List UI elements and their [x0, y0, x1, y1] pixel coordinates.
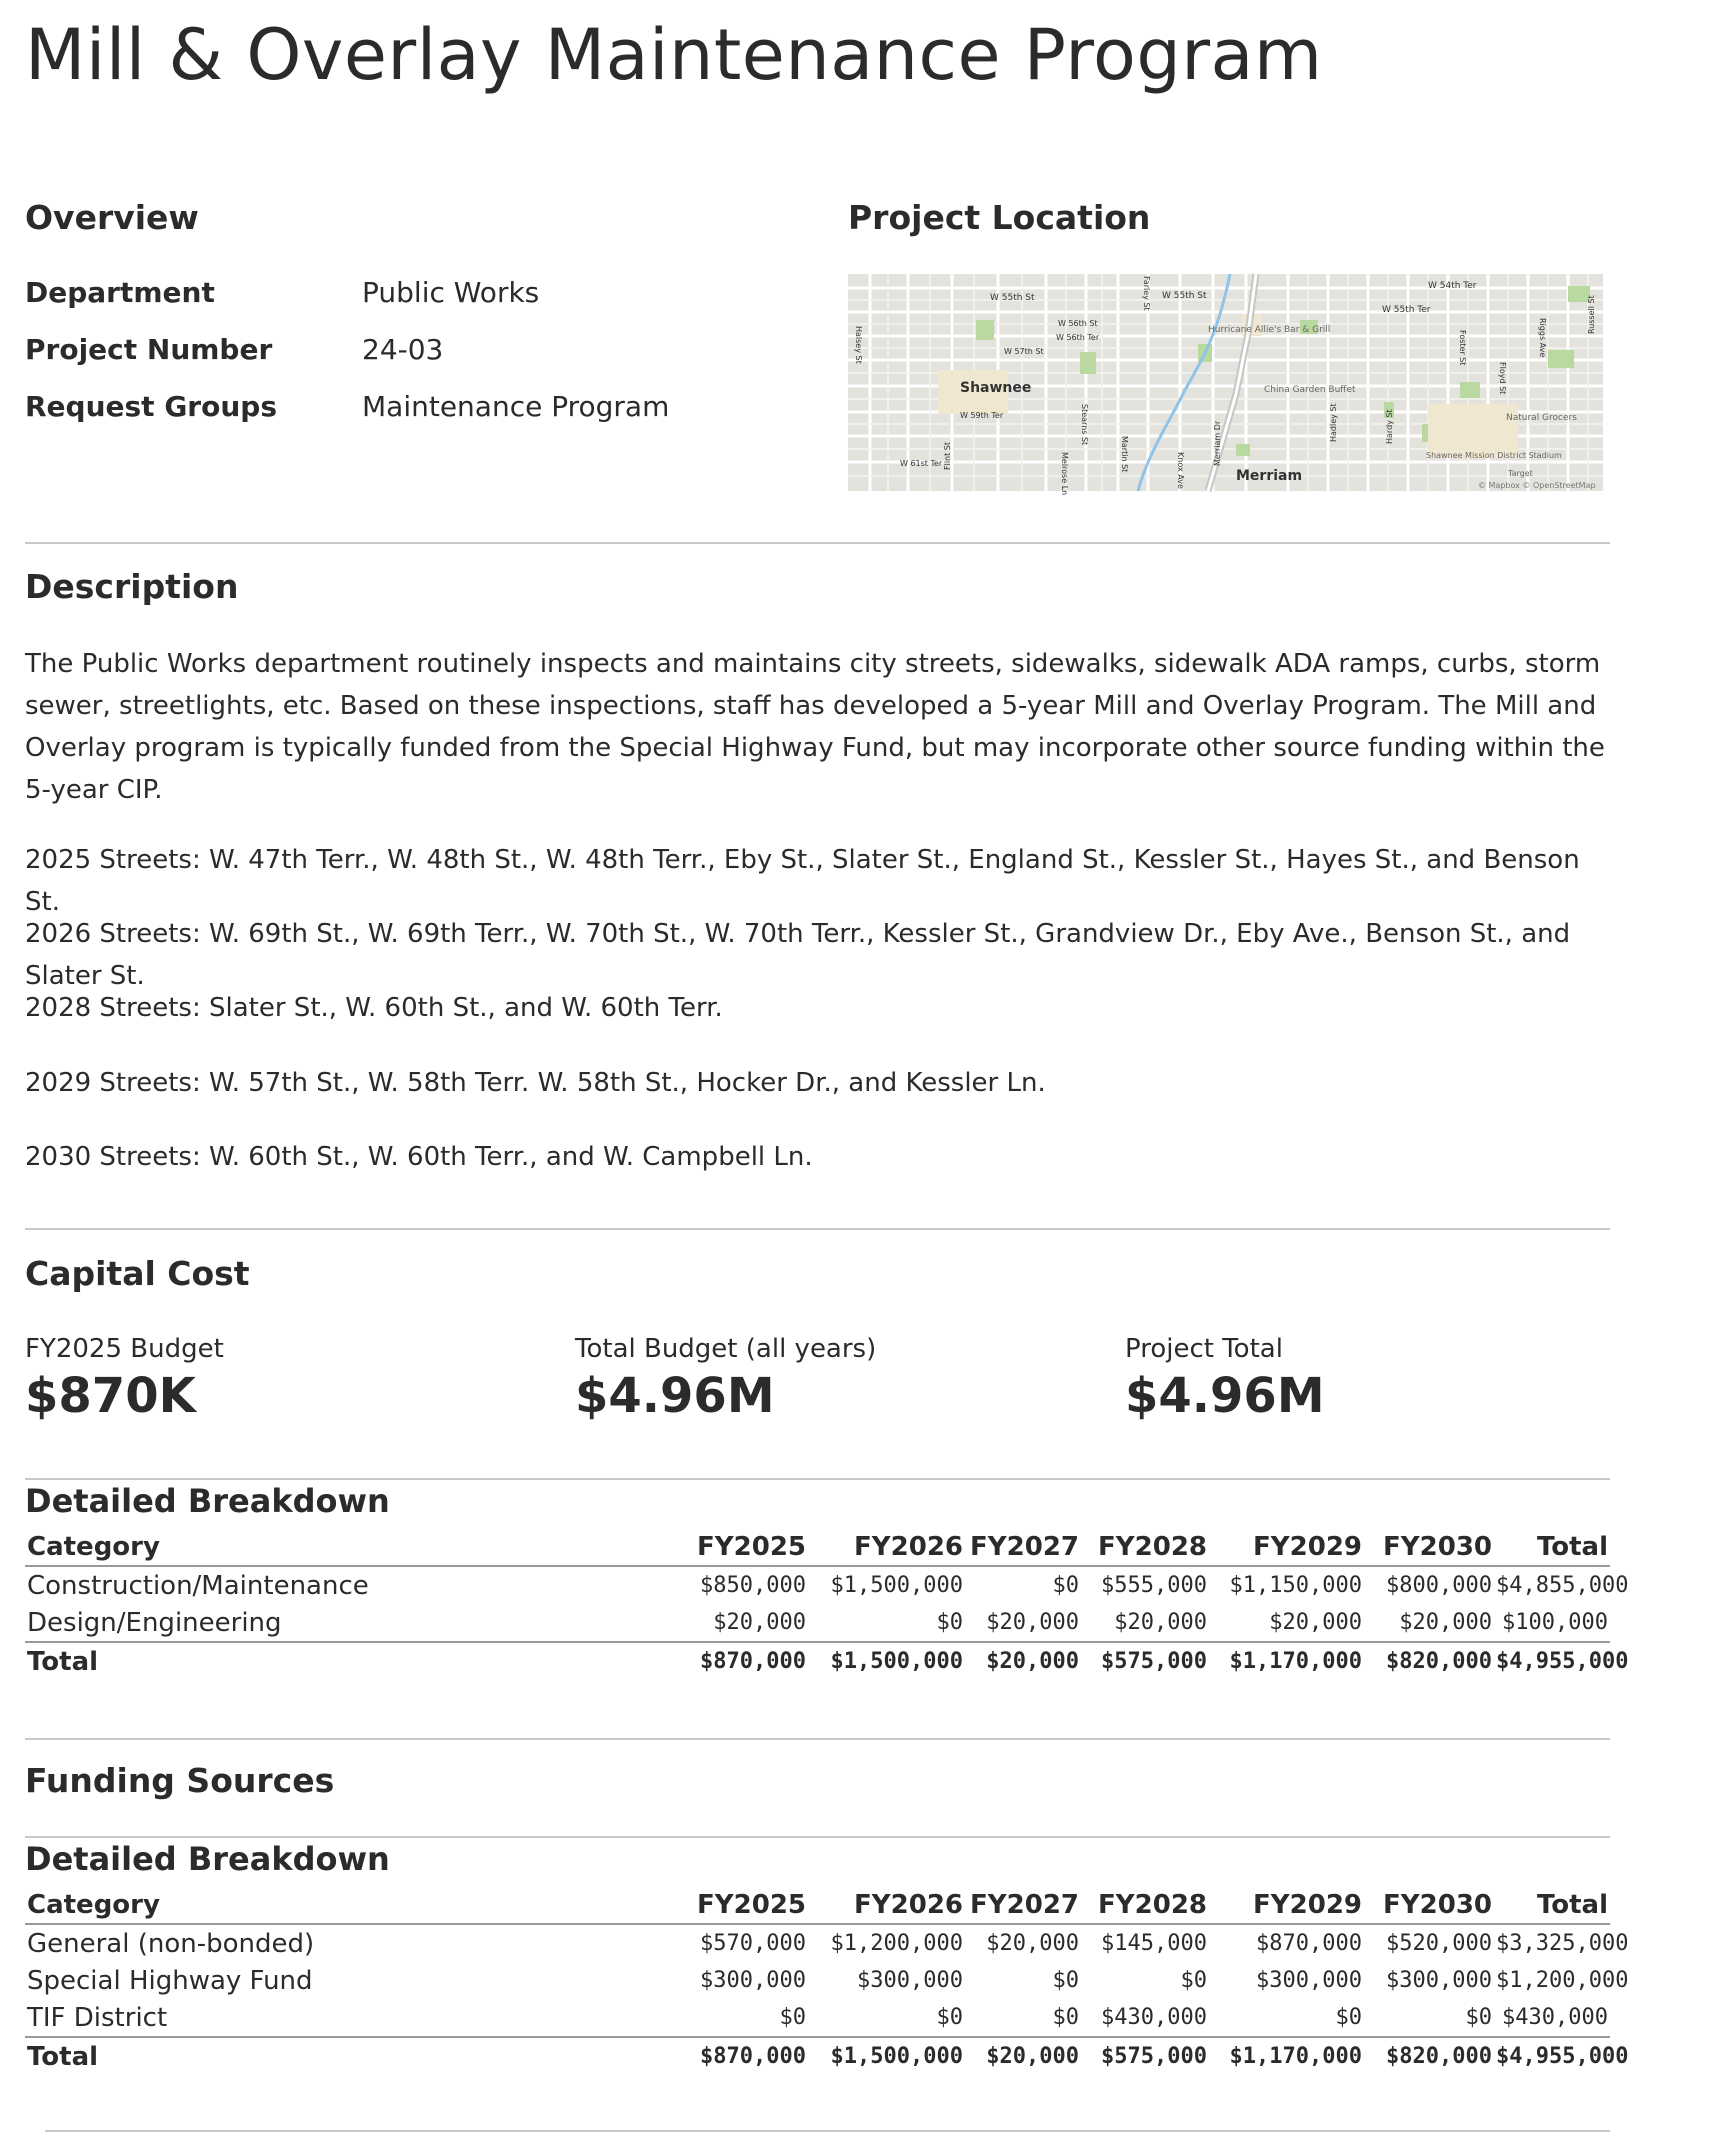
funding-sources-table: [25, 1887, 1629, 2075]
overview-label: Project Number: [25, 333, 273, 366]
table-cell: $0: [779, 2005, 806, 2030]
map-label-street: Halsey St: [854, 326, 863, 364]
map-label-street: Melrose Ln: [1060, 452, 1069, 496]
column-header: Category: [25, 1887, 653, 1924]
table-row: [25, 1566, 1610, 1604]
table-cell: Special Highway Fund: [27, 1965, 313, 1996]
table-cell: $570,000: [700, 1931, 806, 1956]
overview-value: Public Works: [362, 276, 540, 309]
kpi-label: FY2025 Budget: [25, 1334, 224, 1364]
table-cell: $820,000: [1364, 2037, 1494, 2075]
column-header: Total: [1494, 1529, 1610, 1566]
table-cell: $820,000: [1364, 1642, 1494, 1680]
map-label-street: Martin St: [1120, 436, 1129, 473]
map-label-merriam: Merriam: [1236, 468, 1303, 484]
table-cell: $4,855,000: [1496, 1573, 1629, 1598]
table-cell: $0: [1052, 1573, 1079, 1598]
table-cell: $800,000: [1386, 1573, 1492, 1598]
map-label-street: Merriam Dr: [1213, 420, 1222, 466]
table-cell: $0: [1465, 2005, 1492, 2030]
table-cell: $1,170,000: [1209, 2037, 1364, 2075]
table-cell: $1,200,000: [830, 1931, 963, 1956]
map-label-street: Hardy St: [1385, 409, 1394, 444]
map-label-street: Stearns St: [1080, 404, 1089, 446]
capital-cost-table: [25, 1529, 1629, 1680]
map-label-street: W 55th St: [990, 293, 1035, 303]
column-header: FY2030: [1364, 1529, 1494, 1566]
table-cell: $1,170,000: [1209, 1642, 1364, 1680]
table-cell: $300,000: [1256, 1968, 1362, 1993]
divider: [25, 1228, 1610, 1230]
divider: [25, 1738, 1610, 1740]
map-canvas: [848, 274, 1603, 496]
map-label-street: Foster St: [1458, 330, 1467, 366]
map-label-poi: Shawnee Mission District Stadium: [1426, 451, 1562, 460]
table-row: [25, 1604, 1610, 1642]
kpi-value: $4.96M: [1125, 1368, 1325, 1424]
kpi-label: Project Total: [1125, 1334, 1283, 1364]
table-row: [25, 1962, 1610, 1999]
location-heading: Project Location: [848, 198, 1151, 237]
table-cell: $300,000: [1386, 1968, 1492, 1993]
map-label-street: Flint St: [943, 441, 952, 470]
divider: [25, 1836, 1610, 1838]
description-paragraph: 2028 Streets: Slater St., W. 60th St., and W. 60th Terr.: [25, 993, 723, 1023]
table-cell: $20,000: [1399, 1610, 1492, 1635]
map-label-shawnee: Shawnee: [960, 380, 1032, 396]
column-header: Total: [1494, 1887, 1610, 1924]
map-label-poi: China Garden Buffet: [1264, 385, 1356, 395]
map-label-street: W 59th Ter: [960, 411, 1004, 420]
table-cell: Design/Engineering: [27, 1607, 282, 1638]
table-cell: $20,000: [713, 1610, 806, 1635]
map-label-street: W 56th Ter: [1056, 333, 1100, 342]
cost-breakdown-heading: Detailed Breakdown: [25, 1482, 390, 1520]
table-cell: $20,000: [1114, 1610, 1207, 1635]
column-header: FY2030: [1364, 1887, 1494, 1924]
table-header-row: [25, 1887, 1610, 1924]
map-label-street: W 56th St: [1058, 319, 1098, 328]
table-cell: Construction/Maintenance: [27, 1570, 369, 1601]
kpi-value: $4.96M: [575, 1368, 775, 1424]
overview-value: Maintenance Program: [362, 390, 670, 423]
funding-breakdown-heading: Detailed Breakdown: [25, 1840, 390, 1878]
page-title: Mill & Overlay Maintenance Program: [25, 14, 1323, 96]
table-cell: $1,500,000: [830, 1573, 963, 1598]
kpi-project-total: [1125, 1334, 1325, 1424]
map-label-street: Farley St: [1142, 276, 1151, 311]
table-cell: $20,000: [965, 2037, 1081, 2075]
table-cell: $870,000: [1256, 1931, 1362, 1956]
table-cell: $300,000: [857, 1968, 963, 1993]
table-cell: $300,000: [700, 1968, 806, 1993]
table-cell: $0: [936, 2005, 963, 2030]
table-cell: $430,000: [1101, 2005, 1207, 2030]
map-label-street: W 55th Ter: [1382, 305, 1431, 315]
table-cell: $870,000: [653, 1642, 808, 1680]
table-cell: $4,955,000: [1494, 2037, 1610, 2075]
table-cell: $20,000: [986, 1931, 1079, 1956]
table-cell: $0: [1052, 1968, 1079, 1993]
capital-cost-heading: Capital Cost: [25, 1254, 250, 1293]
map-label-street: W 61st Ter: [900, 459, 943, 468]
divider: [45, 2130, 1610, 2132]
description-paragraph: 2029 Streets: W. 57th St., W. 58th Terr. W. 58th St., Hocker Dr., and Kessler Ln.: [25, 1068, 1046, 1098]
column-header: FY2027: [965, 1887, 1081, 1924]
table-header-row: [25, 1529, 1610, 1566]
funding-sources-heading: Funding Sources: [25, 1761, 335, 1800]
table-cell: $555,000: [1101, 1573, 1207, 1598]
table-cell: General (non-bonded): [27, 1928, 315, 1959]
table-cell: $3,325,000: [1496, 1931, 1629, 1956]
column-header: FY2025: [653, 1529, 808, 1566]
column-header: FY2026: [808, 1887, 965, 1924]
column-header: FY2028: [1081, 1887, 1209, 1924]
map-label-street: Floyd St: [1498, 362, 1507, 395]
table-row: [25, 1924, 1610, 1962]
table-cell: $4,955,000: [1494, 1642, 1610, 1680]
column-header: FY2025: [653, 1887, 808, 1924]
divider: [25, 1478, 1610, 1480]
table-row: [25, 1999, 1610, 2037]
map-label-street: W 54th Ter: [1428, 281, 1477, 291]
divider: [25, 542, 1610, 544]
table-cell: $20,000: [1269, 1610, 1362, 1635]
table-cell: $1,500,000: [808, 2037, 965, 2075]
map-label-street: Russell St: [1587, 295, 1596, 334]
table-cell: $145,000: [1101, 1931, 1207, 1956]
map-label-street: Hadley St: [1329, 403, 1338, 442]
description-paragraph: 2030 Streets: W. 60th St., W. 60th Terr., and W. Campbell Ln.: [25, 1142, 813, 1172]
table-cell: $0: [1052, 2005, 1079, 2030]
kpi-total-budget: [575, 1334, 876, 1424]
map-label-street: W 57th St: [1004, 347, 1044, 356]
map-label-street: W 55th St: [1162, 291, 1207, 301]
overview-label: Request Groups: [25, 390, 277, 423]
table-cell: $850,000: [700, 1573, 806, 1598]
description-paragraph: 2026 Streets: W. 69th St., W. 69th Terr., W. 70th St., W. 70th Terr., Kessler St., Grandview Dr., Eby Ave., Benson St., and Slater St.: [25, 919, 1571, 991]
overview-value: 24-03: [362, 333, 444, 366]
table-cell: $20,000: [965, 1642, 1081, 1680]
table-cell: $1,200,000: [1496, 1968, 1629, 1993]
kpi-label: Total Budget (all years): [575, 1334, 877, 1364]
column-header: FY2026: [808, 1529, 965, 1566]
table-cell: $0: [1335, 2005, 1362, 2030]
column-header: FY2029: [1209, 1529, 1364, 1566]
kpi-fy2025-budget: [25, 1334, 224, 1424]
map-label-poi: Hurricane Allie's Bar & Grill: [1208, 325, 1331, 335]
kpi-value: $870K: [25, 1368, 196, 1424]
map-attribution: © Mapbox © OpenStreetMap: [1478, 481, 1596, 490]
table-cell: $575,000: [1081, 1642, 1209, 1680]
overview-label: Department: [25, 276, 215, 309]
table-total-row: [25, 2037, 1610, 2075]
column-header: FY2029: [1209, 1887, 1364, 1924]
column-header: FY2027: [965, 1529, 1081, 1566]
table-cell: $20,000: [986, 1610, 1079, 1635]
map-label-street: Knox Ave: [1176, 452, 1185, 489]
table-cell: $430,000: [1502, 2005, 1608, 2030]
table-cell: Total: [25, 1642, 653, 1680]
table-total-row: [25, 1642, 1610, 1680]
description-paragraph: The Public Works department routinely inspects and maintains city streets, sidewalks, sidewalk ADA ramps, curbs, storm sewer, streetlights, etc. Based on these inspections, staff has developed a 5-year Mill and Overlay Program. The Mill and Overlay program is typically funded from the Special Highway Fund, but may incorporate other source funding within the 5-year CIP.: [25, 649, 1605, 805]
table-cell: $100,000: [1502, 1610, 1608, 1635]
map-label-poi: Natural Grocers: [1506, 413, 1577, 423]
table-cell: Total: [25, 2037, 653, 2075]
map-label-poi: Target: [1508, 469, 1533, 478]
table-cell: $0: [1180, 1968, 1207, 1993]
map-label-street: Riggs Ave: [1538, 318, 1547, 358]
table-cell: $870,000: [653, 2037, 808, 2075]
project-location-map[interactable]: [848, 274, 1603, 496]
table-cell: $575,000: [1081, 2037, 1209, 2075]
table-cell: $520,000: [1386, 1931, 1492, 1956]
table-cell: TIF District: [27, 2002, 168, 2033]
table-cell: $1,500,000: [808, 1642, 965, 1680]
description-paragraph: 2025 Streets: W. 47th Terr., W. 48th St., W. 48th Terr., Eby St., Slater St., England St., Kessler St., Hayes St., and Benson St.: [25, 845, 1580, 917]
description-heading: Description: [25, 567, 239, 606]
column-header: FY2028: [1081, 1529, 1209, 1566]
overview-heading: Overview: [25, 198, 199, 237]
table-cell: $1,150,000: [1229, 1573, 1362, 1598]
table-cell: $0: [936, 1610, 963, 1635]
column-header: Category: [25, 1529, 653, 1566]
